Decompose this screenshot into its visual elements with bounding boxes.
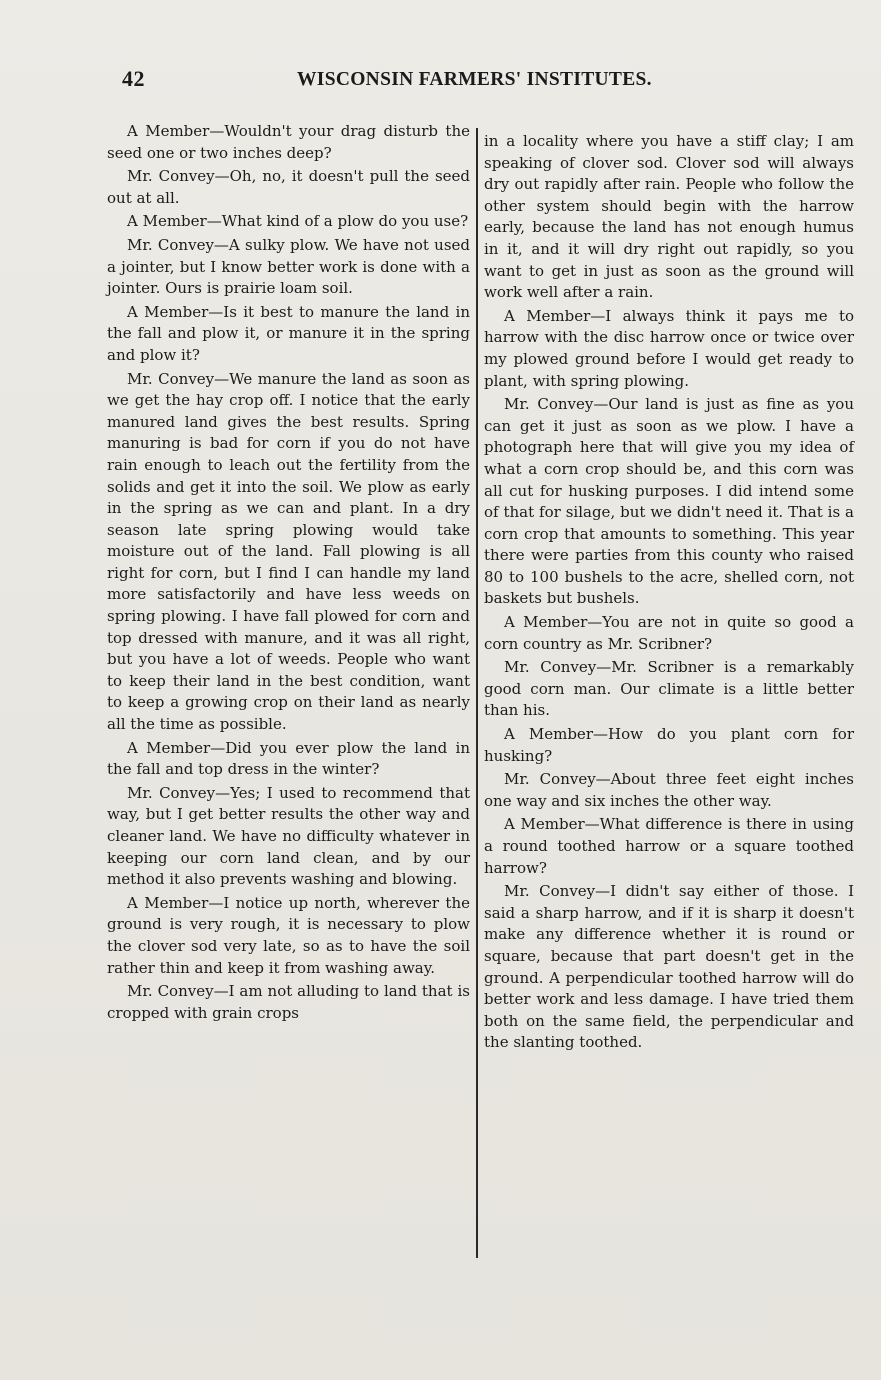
paragraph: A Member—Did you ever plow the land in the fall and top dress in the winter?	[107, 738, 470, 779]
page-header	[122, 66, 692, 96]
left-column	[107, 121, 470, 1026]
paragraph: Mr. Convey—Mr. Scribner is a remarkably good corn man. Our climate is a little better than his.	[484, 658, 854, 720]
paragraph: Mr. Convey—Yes; I used to recommend that way, but I get better results the other way and cleaner land. We have no difficulty whatever in keeping our corn land clean, and by our method it also prevents washing and blowing.	[107, 783, 470, 889]
paragraph: A Member—I notice up north, wherever the ground is very rough, it is necessary to plow the clover sod very late, so as to have the soil rather thin and keep it from washing away.	[107, 893, 470, 977]
paragraph: in a locality where you have a stiff clay; I am speaking of clover sod. Clover sod will always dry out rapidly after rain. People who follow the other system should begin with the harrow early, because the land has not enough humus in it, and it will dry right out rapidly, so you want to get in just as soon as the ground will work well after a rain.	[484, 132, 854, 302]
page-number: 42	[122, 66, 145, 91]
paragraph: Mr. Convey—I am not alluding to land that is cropped with grain crops	[107, 982, 470, 1022]
paragraph: Mr. Convey—About three feet eight inches one way and six inches the other way.	[484, 770, 854, 810]
right-column	[484, 131, 854, 1056]
paragraph: A Member—How do you plant corn for husking?	[484, 725, 854, 765]
paragraph: A Member—What difference is there in using a round toothed harrow or a square toothed harrow?	[484, 815, 854, 877]
paragraph: Mr. Convey—A sulky plow. We have not used a jointer, but I know better work is done with a jointer. Ours is prairie loam soil.	[107, 235, 470, 298]
paragraph: A Member—You are not in quite so good a corn country as Mr. Scribner?	[484, 613, 854, 653]
paragraph: Mr. Convey—We manure the land as soon as we get the hay crop off. I notice that the early manured land gives the best results. Spring manuring is bad for corn if you do not have rain enough to leach out the fertility from the solids and get it into the soil. We plow as early in the spring as we can and plant. In a dry season late spring plowing would take moisture out of the land. Fall plowing is all right for corn, but I find I can handle my land more satisfactorily and have less weeds on spring plowing. I have fall plowed for corn and top dressed with manure, and it was all right, but you have a lot of weeds. People who want to keep their land in the best condition, want to keep a growing crop on their land as nearly all the time as possible.	[107, 369, 470, 734]
column-divider	[476, 128, 478, 1258]
paragraph: A Member—Wouldn't your drag disturb the seed one or two inches deep?	[107, 122, 470, 162]
paragraph: A Member—What kind of a plow do you use?	[127, 212, 469, 231]
paragraph: Mr. Convey—Oh, no, it doesn't pull the seed out at all.	[107, 167, 470, 207]
running-title: WISCONSIN FARMERS' INSTITUTES.	[297, 69, 652, 90]
paragraph: Mr. Convey—I didn't say either of those. I said a sharp harrow, and if it is sharp it doesn't make any difference whether it is round or square, because that part doesn't get in the ground. A perpendicular toothed harrow will do better work and less damage. I have tried them both on the same field, the perpendicular and the slanting toothed.	[484, 882, 854, 1052]
paragraph: A Member—I always think it pays me to harrow with the disc harrow once or twice over my plowed ground before I would get ready to plant, with spring plowing.	[484, 306, 854, 390]
paragraph: Mr. Convey—Our land is just as fine as you can get it just as soon as we plow. I have a photograph here that will give you my idea of what a corn crop should be, and this corn was all cut for husking purposes. I did intend some of that for silage, but we didn't need it. That is a corn crop that amounts to something. This year there were parties from this county who raised 80 to 100 bushels to the acre, shelled corn, not baskets but bushels.	[484, 395, 854, 608]
paragraph: A Member—Is it best to manure the land in the fall and plow it, or manure it in the spring and plow it?	[107, 302, 470, 364]
